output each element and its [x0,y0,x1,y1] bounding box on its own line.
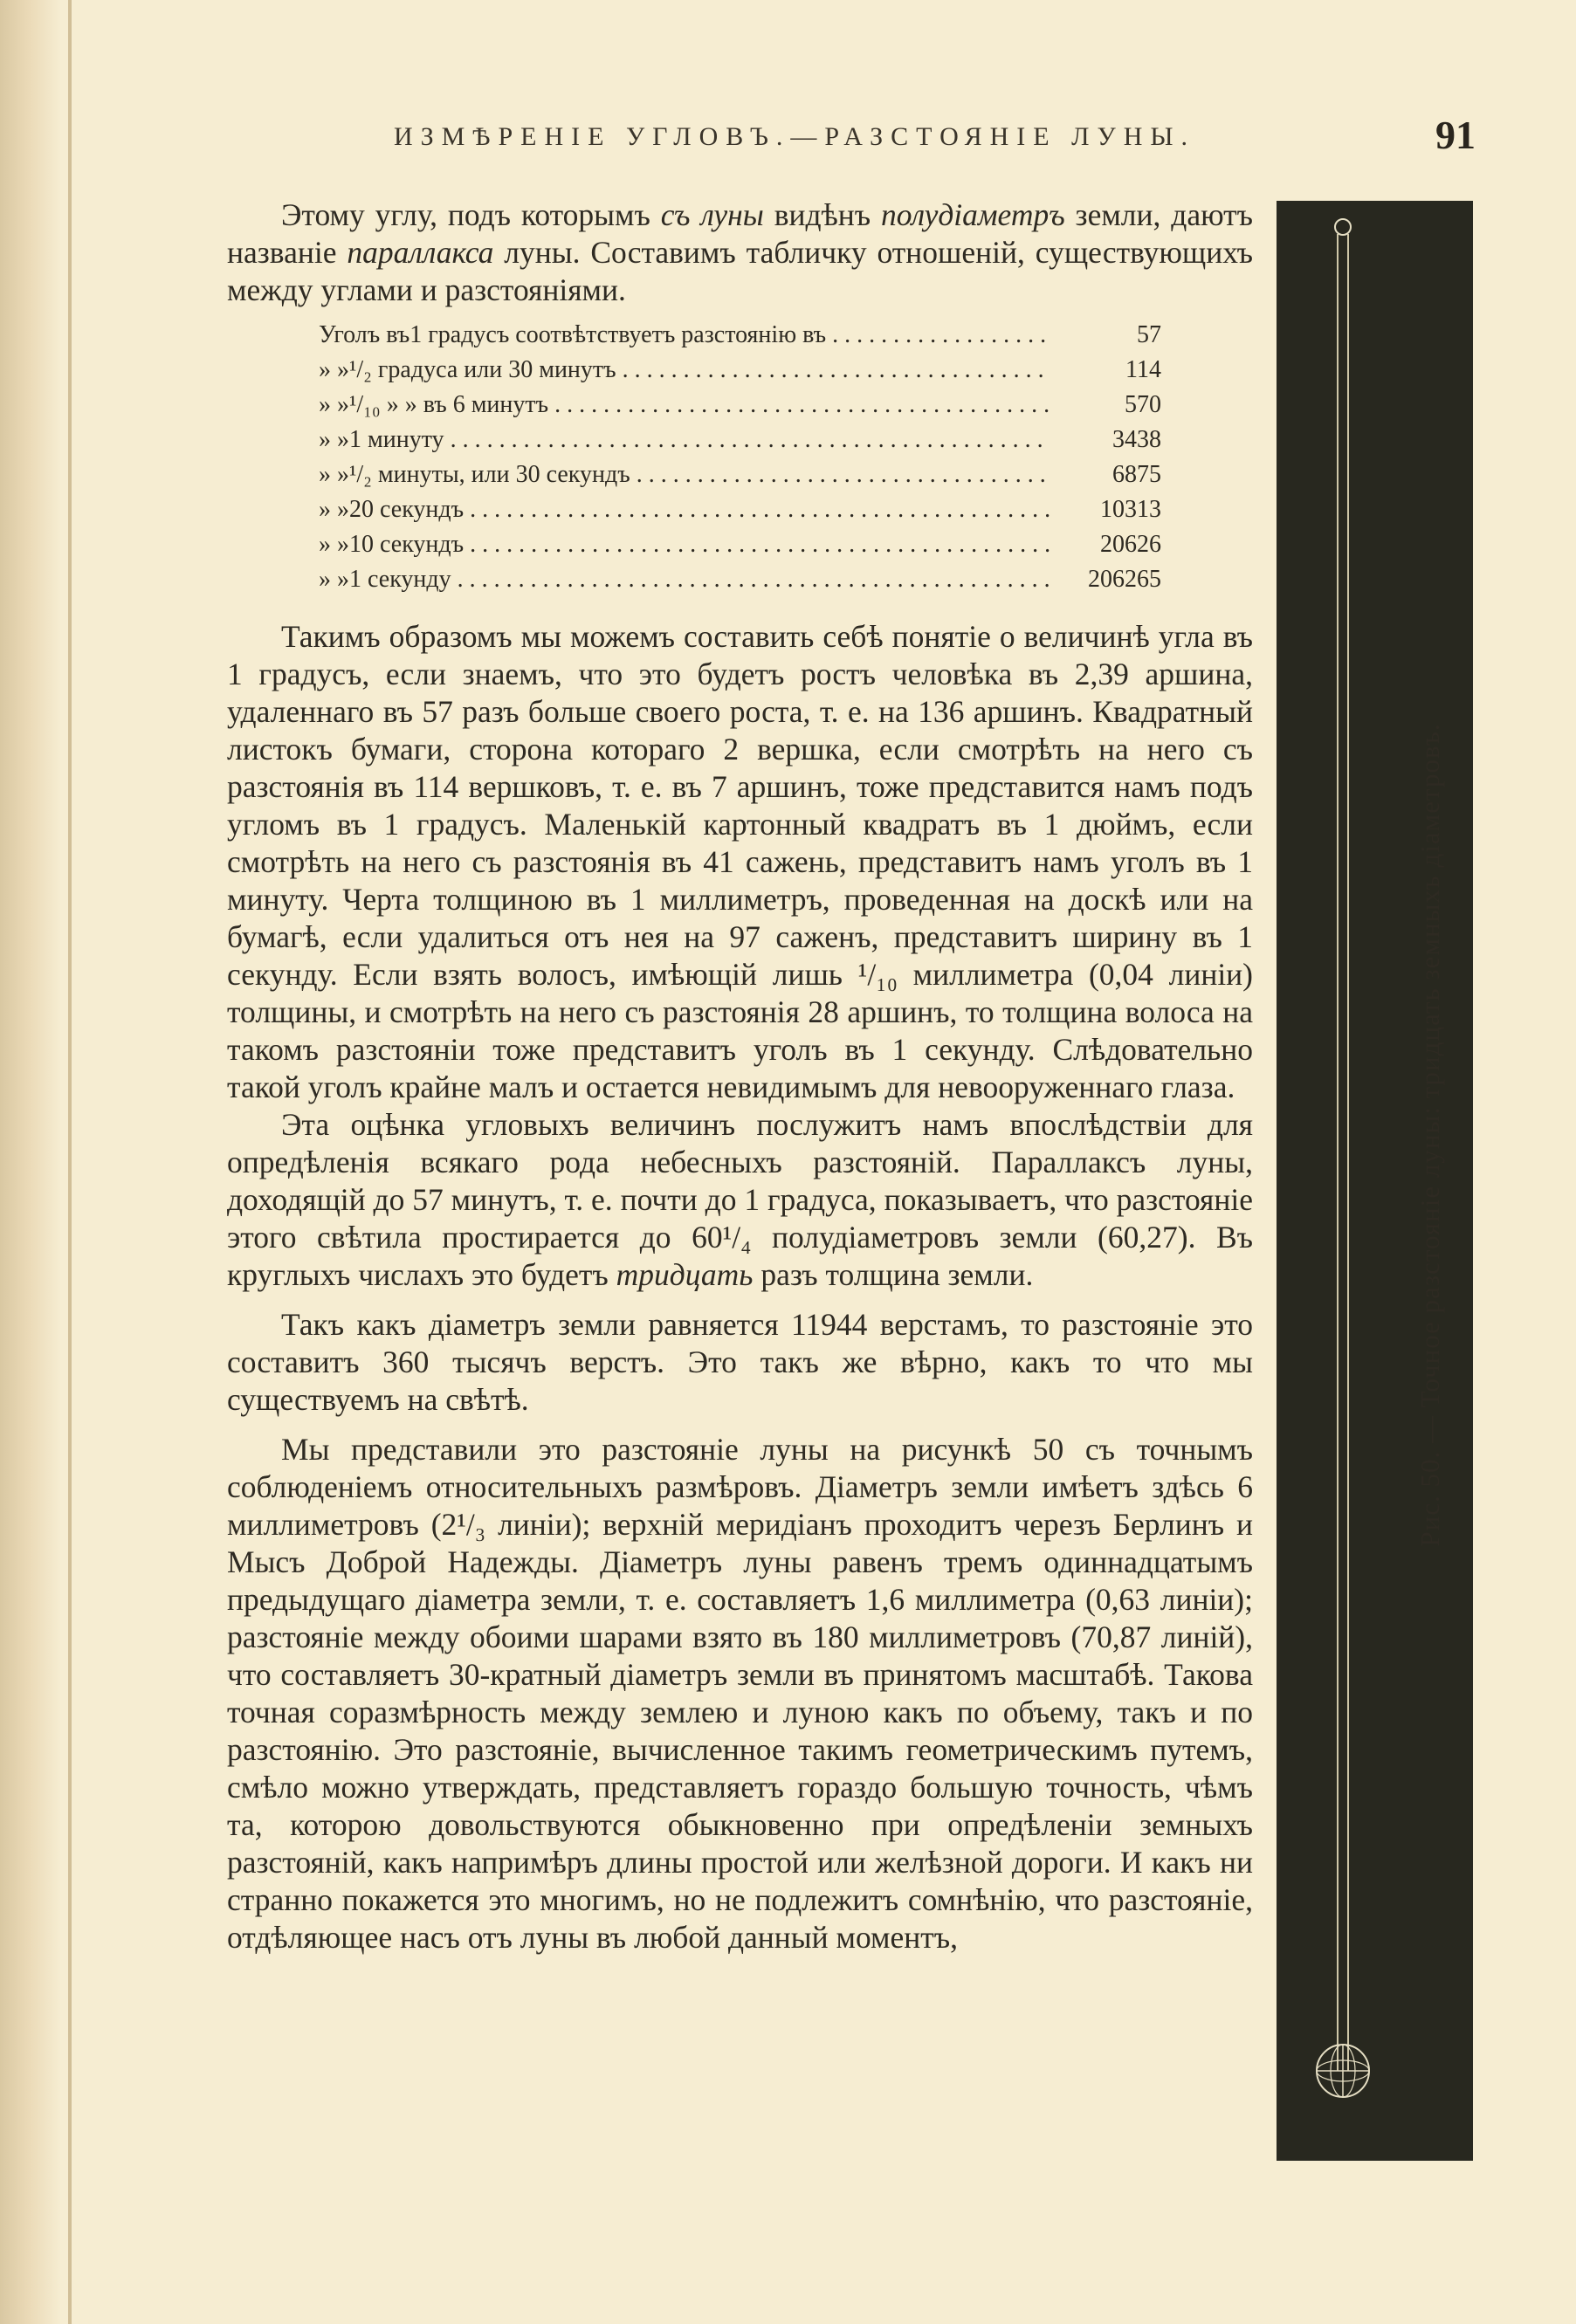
paragraph-angle-examples: Такимъ образомъ мы можемъ составить себѣ понятіе о величинѣ угла въ 1 градусъ, если знаемъ, что это будетъ ростъ человѣка въ 2,39 аршина, удаленнаго въ 57 разъ больше своего роста, т. е. на 136 аршинъ. Квадратный листокъ бумаги, сторона котораго 2 вершка, если смотрѣть на него съ разстоянія въ 114 вершковъ, т. е. въ 7 аршинъ, тоже представится намъ подъ угломъ въ 1 градусъ. Маленькій картонный квадратъ въ 1 дюймъ, если смотрѣть на него съ разстоянія въ 41 сажень, представитъ намъ уголъ въ 1 минуту. Черта толщиною въ 1 миллиметръ, проведенная на доскѣ или на бумагѣ, если удалиться отъ нея на 97 саженъ, представитъ ширину въ 1 секунду. Если взять волосъ, имѣющій лишь ¹/₁₀ миллиметра (0,04 линіи) толщины, и смотрѣть на него съ разстоянія 28 аршинъ, то толщина волоса на такомъ разстояніи тоже представитъ уголъ въ 1 секунду. Слѣдовательно такой уголъ крайне малъ и остается невидимымъ для невооруженнаго глаза. [227,619,1253,1104]
running-head: ИЗМѢРЕНІЕ УГЛОВЪ.—РАЗСТОЯНІЕ ЛУНЫ. [393,122,1196,151]
row-prefix: » » [319,356,349,383]
table-row [319,353,1161,388]
row-value: 114 [1125,356,1161,383]
table-row [319,527,1161,562]
moon-circle [1335,219,1351,235]
intro-paragraph [227,196,1253,309]
row-value: 570 [1125,391,1161,418]
paragraph-distance: Такъ какъ діаметръ земли равняется 11944 верстамъ, то разстояніе это составитъ 360 тысячъ верстъ. Это такъ же вѣрно, какъ то что мы существуемъ на свѣтѣ. [227,1307,1253,1417]
paragraph-parallax [227,1106,1253,1294]
angle-distance-table [319,318,1161,597]
row-label: ¹/₁₀ » » въ 6 минутъ . . . [349,388,1051,423]
row-prefix: Уголъ въ [319,321,410,348]
intro-text-1: Этому углу, подъ которымъ [281,197,661,232]
table-row [319,388,1161,423]
row-prefix: » » [319,566,349,593]
body-text [227,196,1253,1956]
row-label: ¹/₂ минуты, или 30 секундъ . . . [349,457,1051,492]
parallax-emphasis: тридцать [616,1257,754,1292]
row-value: 206265 [1088,566,1161,593]
row-prefix: » » [319,461,349,488]
row-label: 1 градусъ соотвѣтствуетъ разстоянію въ . . . [409,318,1051,353]
page-spine [68,0,72,2324]
intro-text-2: видѣнъ [763,197,882,232]
table-row [319,457,1161,492]
table-row [319,492,1161,527]
intro-emphasis-2: полудіаметръ [881,197,1065,232]
table-row [319,562,1161,597]
parallax-text-1: Эта оцѣнка угловыхъ величинъ послужитъ намъ впослѣдствіи для опредѣленія всякаго рода небесныхъ разстояній. Параллаксъ луны, доходящій до 57 минутъ, т. е. почти до 1 градуса, показываетъ, что разстояніе этого свѣтила простирается до 60¹/₄ полудіаметровъ земли (60,27). Въ круглыхъ числахъ это будетъ [227,1107,1253,1292]
row-prefix: » » [319,531,349,558]
page-binding-shadow [0,0,61,2324]
intro-emphasis-3: параллакса [347,235,494,270]
intro-emphasis-1: съ луны [660,197,764,232]
page-header [227,113,1476,175]
row-value: 6875 [1112,461,1161,488]
row-label: 1 минуту . . . [349,423,1051,457]
intro-text-3: земли, даютъ названіе [227,197,1254,270]
row-value: 20626 [1100,531,1161,558]
page-number: 91 [1435,113,1476,157]
row-value: 3438 [1112,426,1161,453]
paragraph-figure-description: Мы представили это разстояніе луны на рисункѣ 50 съ точнымъ соблюденіемъ относительныхъ размѣровъ. Діаметръ земли имѣетъ здѣсь 6 миллиметровъ (2¹/₃ линіи); верхній меридіанъ проходитъ черезъ Берлинъ и Мысъ Доброй Надежды. Діаметръ луны равенъ тремъ одиннадцатымъ предыдущаго діаметра земли, т. е. составляетъ 1,6 миллиметра (0,63 линіи); разстояніе между обоими шарами взято въ 180 миллиметровъ (70,87 линій), что составляетъ 30-кратный діаметръ земли въ принятомъ масштабѣ. Такова точная соразмѣрность между землею и луною какъ по объему, такъ и по разстоянію. Это разстояніе, вычисленное такимъ геометрическимъ путемъ, смѣло можно утверждать, представляетъ гораздо большую точность, чѣмъ та, которою довольствуются обыкновенно при опредѣленіи земныхъ разстояній, какъ напримѣръ длины простой или желѣзной дороги. И какъ ни странно покажется это многимъ, но не подлежитъ сомнѣнію, что разстояніе, отдѣляющее насъ отъ луны въ любой данный моментъ, [227,1432,1253,1955]
parallax-text-2: разъ толщина земли. [753,1257,1034,1292]
figure-caption-text: Рис. 50. — Точное разстояніе луны: тридцать земныхъ діаметровъ. [1414,723,1445,1547]
row-prefix: » » [319,391,349,418]
row-label: 20 секундъ . . . [349,492,1051,527]
row-prefix: » » [319,496,349,523]
row-prefix: » » [319,426,349,453]
row-value: 57 [1137,321,1161,348]
row-label: 1 секунду . . . [349,562,1051,597]
row-label: 10 секундъ . . . [349,527,1051,562]
table-row [319,318,1161,353]
row-label: ¹/₂ градуса или 30 минутъ . . . [349,353,1051,388]
row-value: 10313 [1100,496,1161,523]
intro-text-4: луны. Составимъ табличку отношеній, существующихъ между углами и разстояніями. [227,235,1253,307]
table-row [319,423,1161,457]
